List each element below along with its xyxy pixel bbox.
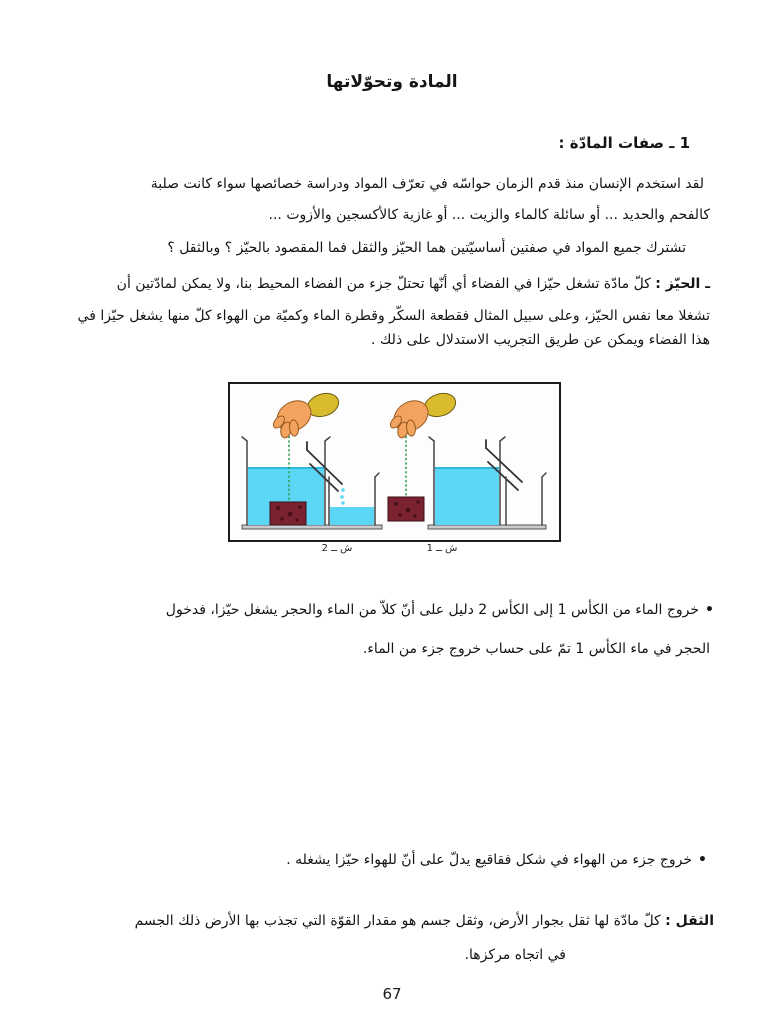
- experiment-drawing: [230, 384, 559, 540]
- hayyiz-paragraph-line-3: هذا الفضاء ويمكن عن طريق التجريب الاستدلال على ذلك .: [370, 332, 710, 348]
- hand-icon: [388, 390, 458, 439]
- figure-label-2: ش ــ 2: [321, 543, 353, 554]
- bullet2-text: خروج جزء من الهواء في شكل فقاقيع يدلّ على أنّ للهواء حيّزا يشغله .: [286, 852, 693, 868]
- thaql-paragraph-line-2: في اتجاه مركزها.: [464, 947, 566, 963]
- hayyiz-line1-rest: كلّ مادّة تشغل حيّزا في الفضاء أي أنّها تحتلّ جزء من الفضاء المحيط بنا، ولا يمكن لمادّتين أن: [116, 276, 656, 292]
- scene-before: [388, 390, 546, 529]
- thaql-lead: الثقل :: [665, 913, 714, 929]
- platform: [242, 525, 382, 529]
- cup-water: [330, 507, 374, 525]
- beaker-water: [435, 468, 499, 525]
- intro-paragraph-line-2: كالفحم والحديد ... أو سائلة كالماء والزيت ... أو غازية كالأكسجين والأزوت ...: [268, 207, 710, 223]
- bullet-icon: •: [705, 602, 714, 618]
- bullet1-line-2: الحجر في ماء الكأس 1 تمّ على حساب خروج جزء من الماء.: [362, 641, 710, 657]
- stone-icon: [270, 502, 306, 525]
- intro-paragraph-line-1: لقد استخدم الإنسان منذ قدم الزمان حواسّه في تعرّف المواد ودراسة خصائصها سواء كانت صلبة: [150, 176, 704, 192]
- hayyiz-lead: ـ الحيّز :: [655, 276, 710, 292]
- water-droplets: [340, 488, 344, 504]
- bullet1-text-1: خروج الماء من الكأس 1 إلى الكأس 2 دليل على أنّ كلاّ من الماء والحجر يشغل حيّزا، فدخول: [165, 602, 700, 618]
- figure-label-1: ش ــ 1: [426, 543, 458, 554]
- thaql-line1-rest: كلّ مادّة لها ثقل بجوار الأرض، وثقل جسم هو مقدار القوّة التي تجذب بها الأرض ذلك الجسم: [134, 913, 666, 929]
- page-number: 67: [382, 985, 402, 1003]
- cup-icon: [506, 473, 546, 525]
- hayyiz-paragraph-line-1: [117, 276, 710, 292]
- hand-icon: [271, 390, 341, 439]
- bullet1-line-1: [166, 602, 714, 618]
- scene-after: [242, 390, 382, 529]
- bullet-icon: •: [698, 852, 707, 868]
- stone-icon: [388, 497, 424, 521]
- bullet2-line: [286, 852, 707, 868]
- share-paragraph: تشترك جميع المواد في صفتين أساسيّتين هما الحيّز والثقل فما المقصود بالحيّز ؟ وبالثقل ؟: [167, 240, 686, 256]
- figure-illustration: [228, 382, 561, 542]
- section-heading: 1 ـ صفات المادّة :: [558, 134, 690, 152]
- platform: [428, 525, 546, 529]
- thaql-paragraph-line-1: [135, 913, 714, 929]
- page-title: المادة وتحوّلاتها: [326, 72, 458, 92]
- hayyiz-paragraph-line-2: تشغلا معا نفس الحيّز، وعلى سبيل المثال فقطعة السكّر وقطرة الماء وكميّة من الهواء كلّ منها يشغل حيّزا في: [77, 308, 710, 324]
